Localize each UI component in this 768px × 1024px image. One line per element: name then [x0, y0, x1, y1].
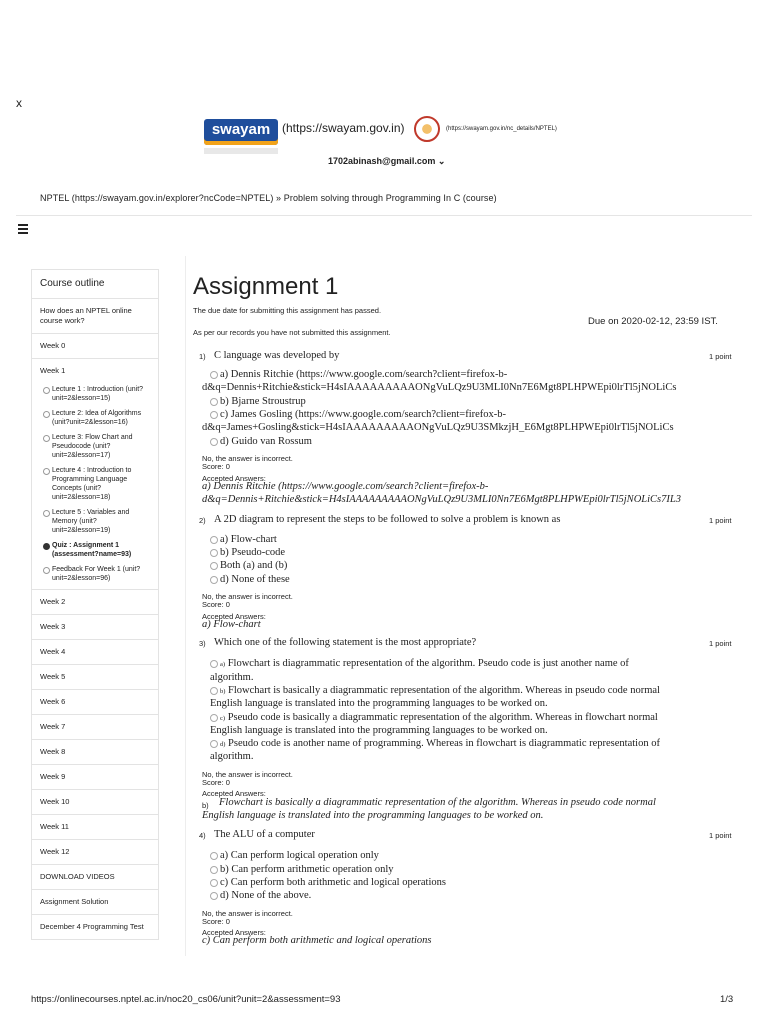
- sidebar-item-week-0[interactable]: Week 0: [32, 334, 158, 359]
- sidebar-item-week-5[interactable]: Week 5: [32, 665, 158, 690]
- answer-option-cont: English language is translated into the programming languages to be worked on.: [210, 725, 548, 736]
- radio-icon[interactable]: [210, 892, 218, 900]
- question-text: Which one of the following statement is the most appropriate?: [214, 637, 477, 648]
- close-button[interactable]: x: [16, 96, 22, 110]
- nptel-logo-icon[interactable]: [414, 116, 440, 142]
- question-text: A 2D diagram to represent the steps to be followed to solve a problem is known as: [214, 514, 561, 525]
- radio-icon[interactable]: [210, 398, 218, 406]
- radio-icon[interactable]: [210, 536, 218, 544]
- sidebar-item-week-1[interactable]: Week 1: [40, 366, 66, 375]
- sidebar-lesson[interactable]: Lecture 4 : Introduction to Programming Language Concepts (unit?unit=2&lesson=18): [32, 463, 158, 505]
- question-number: 2): [199, 516, 206, 525]
- sidebar-lesson[interactable]: Lecture 3: Flow Chart and Pseudocode (unit?unit=2&lesson=17): [32, 430, 158, 463]
- question-points: 1 point: [709, 352, 732, 361]
- accepted-answers-label: Accepted Answers:: [202, 612, 266, 621]
- answer-option-cont: d&q=James+Gosling&stick=H4sIAAAAAAAAAONgVuLQz9U3SMkzjH_E6Mgt8PLHPWEpi0lrTl5jNOLiCs: [202, 422, 674, 433]
- radio-icon[interactable]: [210, 740, 218, 748]
- accepted-answer: c) Can perform both arithmetic and logical operations: [202, 935, 432, 946]
- answer-option-cont: algorithm.: [210, 751, 254, 762]
- answer-option[interactable]: d) Guido van Rossum: [210, 435, 312, 449]
- swayam-link[interactable]: (https://swayam.gov.in): [282, 121, 405, 135]
- radio-icon[interactable]: [210, 660, 218, 668]
- due-passed-note: The due date for submitting this assignment has passed.: [193, 306, 382, 315]
- sidebar-lesson[interactable]: Lecture 1 : Introduction (unit?unit=2&lesson=15): [32, 382, 158, 406]
- sidebar-item-how-it-works[interactable]: How does an NPTEL online course work?: [32, 299, 158, 334]
- question-text: C language was developed by: [214, 350, 340, 361]
- radio-icon[interactable]: [210, 371, 218, 379]
- accepted-answers-label: Accepted Answers:: [202, 474, 266, 483]
- answer-option-cont: English language is translated into the programming languages to be worked on.: [210, 698, 548, 709]
- radio-icon[interactable]: [210, 562, 218, 570]
- course-outline-sidebar: [31, 269, 159, 940]
- answer-option[interactable]: c) James Gosling (https://www.google.com/search?client=firefox-b-: [210, 408, 506, 422]
- divider: [16, 215, 752, 216]
- radio-icon[interactable]: [210, 714, 218, 722]
- answer-option[interactable]: d) Pseudo code is another name of programming. Whereas in flowchart is diagrammatic representation of: [210, 737, 660, 752]
- sidebar-lesson[interactable]: Lecture 2: Idea of Algorithms (unit?unit=2&lesson=16): [32, 406, 158, 430]
- radio-icon: [43, 543, 50, 550]
- due-date: Due on 2020-02-12, 23:59 IST.: [588, 316, 718, 327]
- radio-icon[interactable]: [210, 411, 218, 419]
- score-text: Score: 0: [202, 462, 230, 471]
- sidebar-item-download-videos[interactable]: DOWNLOAD VIDEOS: [32, 865, 158, 890]
- sidebar-item-week-9[interactable]: Week 9: [32, 765, 158, 790]
- sidebar-item-week-12[interactable]: Week 12: [32, 840, 158, 865]
- sidebar-item-week-8[interactable]: Week 8: [32, 740, 158, 765]
- answer-option-cont: algorithm.: [210, 672, 254, 683]
- score-text: Score: 0: [202, 778, 230, 787]
- sidebar-item-programming-test[interactable]: December 4 Programming Test: [32, 915, 158, 940]
- question-text: The ALU of a computer: [214, 829, 315, 840]
- score-text: Score: 0: [202, 600, 230, 609]
- radio-icon: [43, 387, 50, 394]
- answer-option-cont: d&q=Dennis+Ritchie&stick=H4sIAAAAAAAAAONgVuLQz9U3MLI0Nn7E6Mgt8PLHPWEpi0lrTl5jNOLiCs: [202, 382, 677, 393]
- radio-icon[interactable]: [210, 576, 218, 584]
- radio-icon: [43, 510, 50, 517]
- accepted-answers-label: Accepted Answers:: [202, 789, 266, 798]
- sidebar-item-week-10[interactable]: Week 10: [32, 790, 158, 815]
- answer-option[interactable]: d) None of the above.: [210, 889, 311, 903]
- sidebar-lesson-active[interactable]: Quiz : Assignment 1 (assessment?name=93): [32, 538, 158, 562]
- sidebar-lesson[interactable]: Feedback For Week 1 (unit?unit=2&lesson=96): [32, 562, 158, 590]
- radio-icon: [43, 468, 50, 475]
- print-footer-page: 1/3: [720, 994, 734, 1005]
- accepted-answer-prefix: b): [202, 801, 209, 810]
- menu-icon[interactable]: [18, 224, 28, 236]
- radio-icon[interactable]: [210, 866, 218, 874]
- sidebar-item-week-6[interactable]: Week 6: [32, 690, 158, 715]
- answer-option[interactable]: d) None of these: [210, 573, 290, 587]
- sidebar-lesson[interactable]: Lecture 5 : Variables and Memory (unit?unit=2&lesson=19): [32, 505, 158, 538]
- answer-option[interactable]: Both (a) and (b): [210, 559, 287, 573]
- answer-option[interactable]: a) Dennis Ritchie (https://www.google.com/search?client=firefox-b-: [210, 368, 507, 382]
- breadcrumb[interactable]: NPTEL (https://swayam.gov.in/explorer?ncCode=NPTEL) » Problem solving through Programming In C (course): [40, 193, 497, 203]
- question-number: 1): [199, 352, 206, 361]
- answer-option[interactable]: b) Bjarne Stroustrup: [210, 395, 306, 409]
- result-text: No, the answer is incorrect.: [202, 770, 293, 779]
- accepted-answer: a) Dennis Ritchie (https://www.google.com/search?client=firefox-b-: [202, 481, 489, 492]
- sidebar-item-week-7[interactable]: Week 7: [32, 715, 158, 740]
- sidebar-title: Course outline: [32, 270, 158, 299]
- question-number: 4): [199, 831, 206, 840]
- radio-icon: [43, 567, 50, 574]
- accepted-answers-label: Accepted Answers:: [202, 928, 266, 937]
- answer-option[interactable]: a) Flowchart is diagrammatic representation of the algorithm. Pseudo code is just another name of: [210, 657, 629, 672]
- accepted-answer: a) Flow-chart: [202, 619, 261, 630]
- answer-option[interactable]: b) Flowchart is basically a diagrammatic representation of the algorithm. Whereas in pseudo code normal: [210, 684, 660, 699]
- radio-icon[interactable]: [210, 687, 218, 695]
- sidebar-item-assignment-solution[interactable]: Assignment Solution: [32, 890, 158, 915]
- radio-icon[interactable]: [210, 549, 218, 557]
- sidebar-item-week-11[interactable]: Week 11: [32, 815, 158, 840]
- answer-option[interactable]: a) Flow-chart: [210, 533, 277, 547]
- question-number: 3): [199, 639, 206, 648]
- answer-option[interactable]: c) Can perform both arithmetic and logical operations: [210, 876, 446, 890]
- swayam-logo[interactable]: swayam: [204, 119, 278, 145]
- not-submitted-note: As per our records you have not submitted this assignment.: [193, 328, 391, 337]
- result-text: No, the answer is incorrect.: [202, 454, 293, 463]
- accepted-answer: d&q=Dennis+Ritchie&stick=H4sIAAAAAAAAAONgVuLQz9U3MLI0Nn7E6Mgt8PLHPWEpi0lrTl5jNOLiCs7IL3: [202, 494, 681, 505]
- swayam-logo-tagline: [204, 148, 278, 154]
- user-menu[interactable]: 1702abinash@gmail.com ⌄: [328, 156, 446, 166]
- result-text: No, the answer is incorrect.: [202, 592, 293, 601]
- answer-option[interactable]: b) Can perform arithmetic operation only: [210, 863, 394, 877]
- score-text: Score: 0: [202, 917, 230, 926]
- answer-option[interactable]: c) Pseudo code is basically a diagrammatic representation of the algorithm. Whereas in flowchart normal: [210, 711, 658, 726]
- radio-icon[interactable]: [210, 438, 218, 446]
- radio-icon[interactable]: [210, 879, 218, 887]
- sidebar-item-week-3[interactable]: Week 3: [32, 615, 158, 640]
- sidebar-item-week-2[interactable]: Week 2: [32, 590, 158, 615]
- question-points: 1 point: [709, 831, 732, 840]
- nptel-link[interactable]: (https://swayam.gov.in/nc_details/NPTEL): [446, 126, 557, 132]
- question-points: 1 point: [709, 516, 732, 525]
- answer-option[interactable]: a) Can perform logical operation only: [210, 849, 379, 863]
- page-title: Assignment 1: [193, 273, 339, 300]
- radio-icon: [43, 435, 50, 442]
- accepted-answer: English language is translated into the programming languages to be worked on.: [202, 810, 544, 821]
- sidebar-item-week-4[interactable]: Week 4: [32, 640, 158, 665]
- question-points: 1 point: [709, 639, 732, 648]
- radio-icon: [43, 411, 50, 418]
- radio-icon[interactable]: [210, 852, 218, 860]
- answer-option[interactable]: b) Pseudo-code: [210, 546, 285, 560]
- accepted-answer: Flowchart is basically a diagrammatic representation of the algorithm. Whereas in pseudo code normal: [219, 797, 656, 808]
- print-footer-url: https://onlinecourses.nptel.ac.in/noc20_cs06/unit?unit=2&assessment=93: [31, 994, 341, 1005]
- result-text: No, the answer is incorrect.: [202, 909, 293, 918]
